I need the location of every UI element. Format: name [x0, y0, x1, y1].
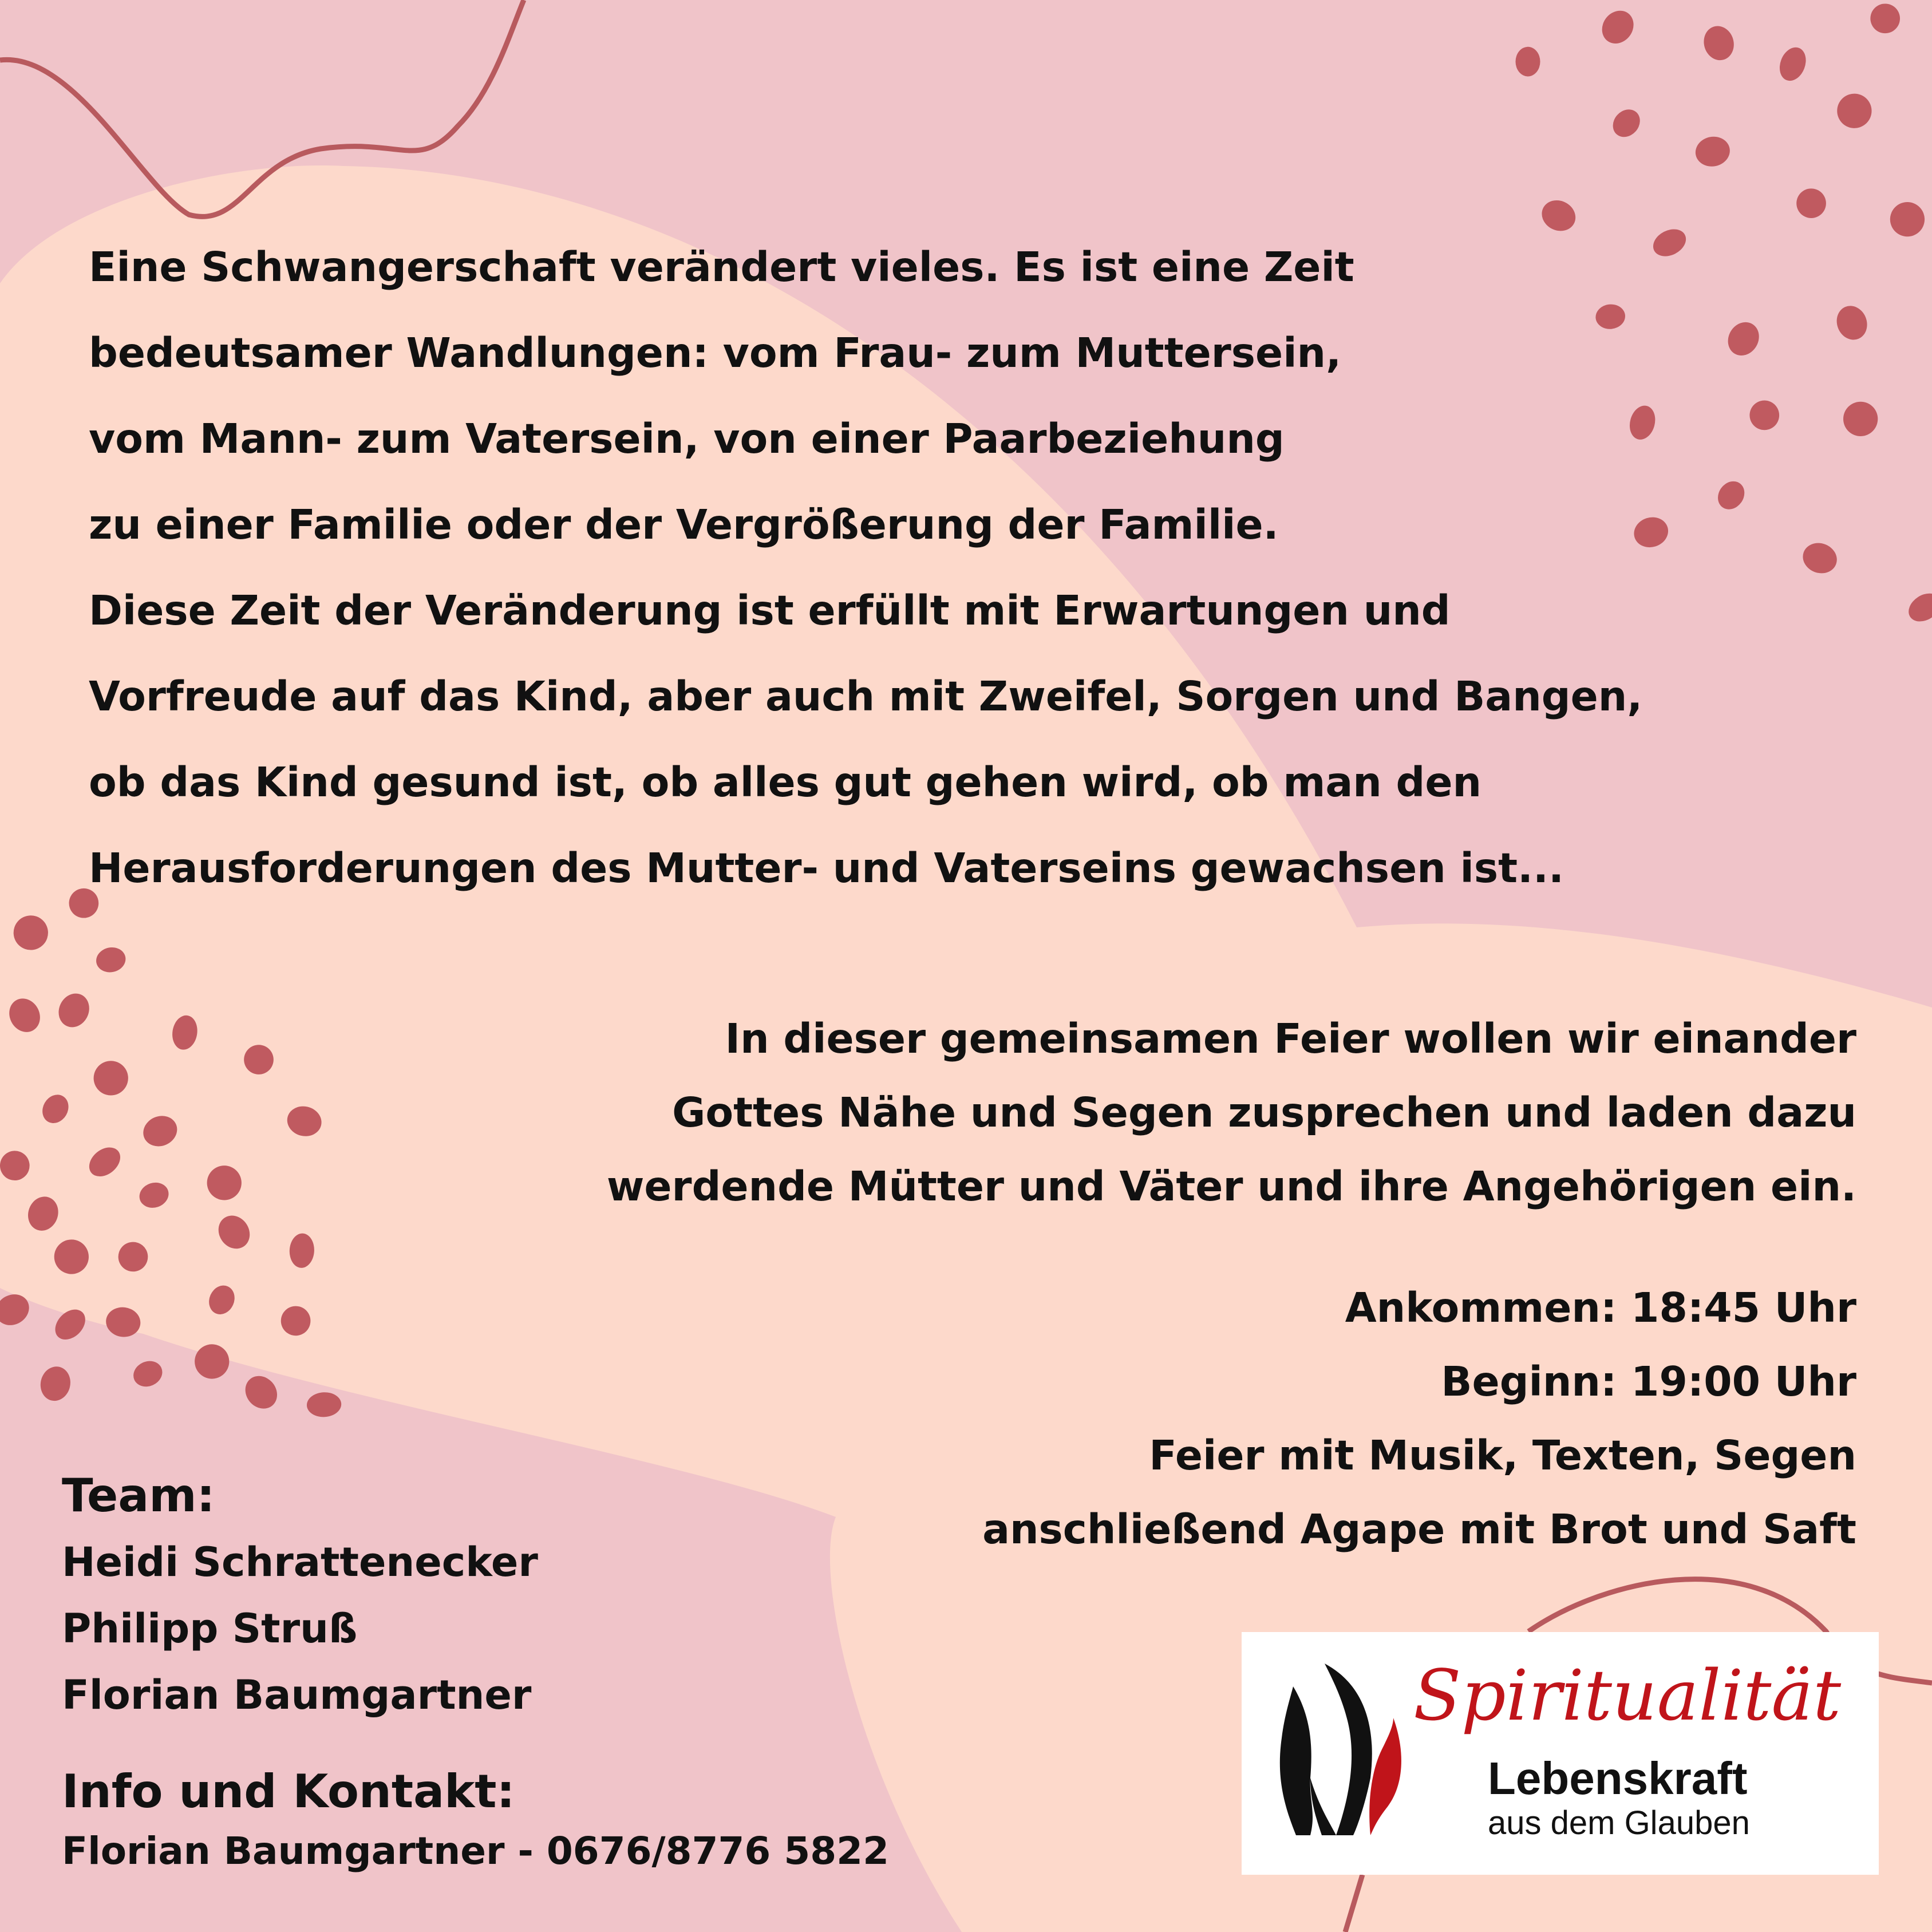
team-member: Philipp Struß	[62, 1605, 358, 1652]
intro-line: Eine Schwangerschaft verändert vieles. Es ist eine Zeit	[89, 243, 1354, 291]
intro-line: Herausforderungen des Mutter- und Vaterseins gewachsen ist...	[89, 844, 1564, 892]
dot	[1865, 0, 1906, 39]
schedule-arrival: Ankommen: 18:45 Uhr	[1345, 1284, 1856, 1332]
team-member: Heidi Schrattenecker	[62, 1539, 538, 1586]
intro-line: zu einer Familie oder der Vergrößerung der Familie.	[89, 501, 1279, 548]
invite-line: werdende Mütter und Väter und ihre Angehörigen ein.	[606, 1163, 1856, 1210]
schedule-start: Beginn: 19:00 Uhr	[1441, 1358, 1856, 1405]
dot	[1883, 195, 1931, 244]
invite-line: Gottes Nähe und Segen zusprechen und laden dazu	[672, 1089, 1856, 1136]
contact-heading: Info und Kontakt:	[62, 1765, 515, 1818]
dot	[1607, 104, 1646, 143]
dot	[129, 1357, 167, 1391]
logo	[1242, 1632, 1879, 1875]
logo-title: Spiritualität	[1413, 1655, 1842, 1736]
schedule	[982, 1271, 1856, 1566]
dot	[1700, 22, 1737, 64]
intro-line: Diese Zeit der Veränderung ist erfüllt mit Erwartungen und	[89, 587, 1451, 634]
dot	[1836, 92, 1873, 129]
team-member: Florian Baumgartner	[62, 1672, 532, 1718]
logo-subtitle: Lebenskraft	[1488, 1753, 1748, 1804]
dot	[239, 1370, 283, 1415]
team-section	[62, 1463, 538, 1728]
flame-icon	[1276, 1664, 1413, 1847]
dot	[1693, 134, 1732, 169]
logo-tagline: aus dem Glauben	[1488, 1804, 1750, 1842]
intro-paragraph	[89, 224, 1863, 911]
dot	[1794, 186, 1828, 220]
dot	[1515, 47, 1540, 77]
intro-line: bedeutsamer Wandlungen: vom Frau- zum Muttersein,	[89, 329, 1342, 377]
schedule-agape: anschließend Agape mit Brot und Saft	[982, 1506, 1856, 1553]
dot	[1903, 588, 1932, 627]
team-heading: Team:	[62, 1469, 215, 1522]
intro-line: Vorfreude auf das Kind, aber auch mit Zweifel, Sorgen und Bangen,	[89, 673, 1643, 720]
dot	[1775, 44, 1811, 85]
contact-line: Florian Baumgartner - 0676/8776 5822	[62, 1829, 890, 1873]
dot	[1595, 5, 1640, 50]
invite-line: In dieser gemeinsamen Feier wollen wir einander	[725, 1015, 1856, 1062]
invitation-paragraph	[607, 1002, 1856, 1223]
intro-line: vom Mann- zum Vatersein, von einer Paarbeziehung	[89, 415, 1285, 463]
intro-line: ob das Kind gesund ist, ob alles gut gehen wird, ob man den	[89, 758, 1482, 806]
schedule-program: Feier mit Musik, Texten, Segen	[1149, 1432, 1856, 1479]
dot	[306, 1392, 342, 1418]
contact-section	[62, 1755, 889, 1873]
dot	[37, 1364, 74, 1404]
